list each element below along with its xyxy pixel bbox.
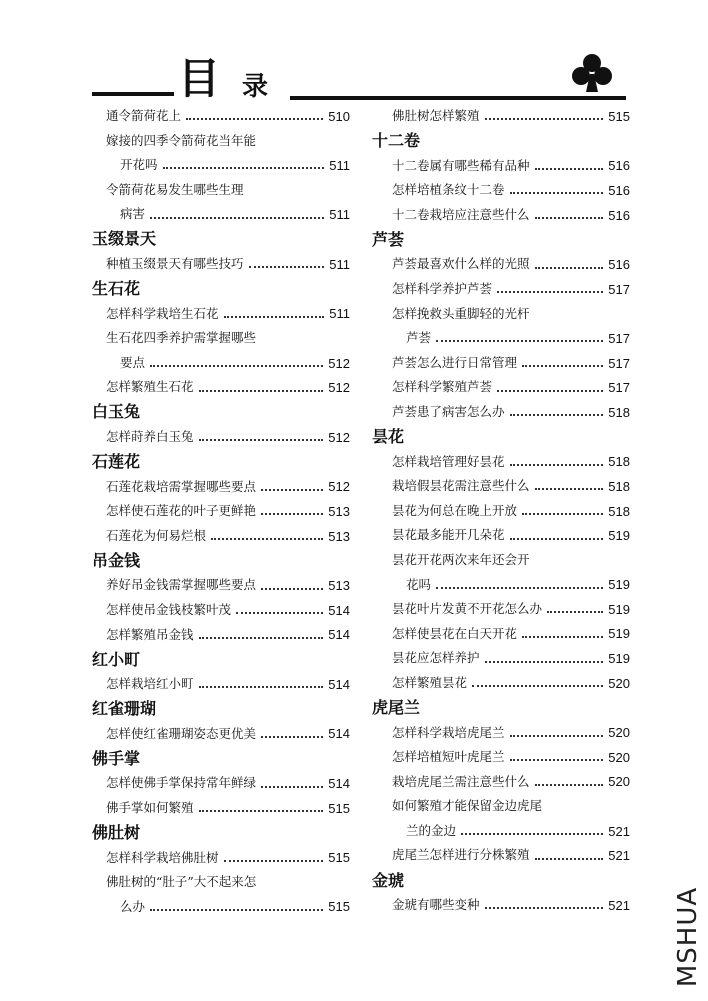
dot-leader	[436, 340, 603, 342]
toc-category-heading	[372, 425, 630, 450]
dot-leader	[522, 365, 603, 367]
page-number: 520	[608, 749, 630, 765]
dot-leader	[199, 439, 324, 441]
entry-title: 怎样繁殖生石花	[106, 379, 194, 395]
toc-entry	[372, 326, 630, 351]
page-number: 518	[608, 454, 630, 470]
page-number: 513	[328, 503, 350, 519]
entry-title: 怎样培植短叶虎尾兰	[392, 749, 505, 765]
page-number: 517	[608, 281, 630, 297]
toc-category-heading	[92, 450, 350, 475]
page-number: 519	[608, 577, 630, 593]
dot-leader	[163, 167, 325, 169]
page-number: 516	[608, 257, 630, 273]
page-number: 519	[608, 651, 630, 667]
dot-leader	[522, 513, 603, 515]
toc-entry	[92, 672, 350, 697]
page-number: 511	[329, 207, 350, 223]
entry-title: 芦荟最喜欢什么样的光照	[392, 256, 530, 272]
page-number: 515	[328, 899, 350, 915]
page-number: 519	[608, 601, 630, 617]
header-rule-left	[92, 92, 174, 96]
toc-entry	[372, 893, 630, 918]
entry-title: 金琥有哪些变种	[392, 897, 480, 913]
dot-leader	[497, 390, 603, 392]
entry-title: 怎样莳养白玉兔	[106, 428, 194, 444]
page-number: 521	[608, 897, 630, 913]
toc-category-heading	[92, 697, 350, 722]
toc-entry	[92, 104, 350, 129]
page-number: 514	[328, 602, 350, 618]
dot-leader	[261, 786, 323, 788]
page-number: 520	[608, 774, 630, 790]
category-title: 生石花	[92, 279, 141, 299]
entry-title: 怎样使红雀珊瑚姿态更优美	[106, 725, 257, 741]
toc-category-heading	[92, 746, 350, 771]
entry-title: 怎样繁殖昙花	[392, 674, 468, 690]
page-number: 518	[608, 478, 630, 494]
dot-leader	[261, 588, 323, 590]
toc-entry	[372, 450, 630, 475]
page-number: 517	[608, 330, 630, 346]
page-number: 517	[608, 355, 630, 371]
toc-entry	[372, 252, 630, 277]
toc-entry-continued	[92, 178, 350, 203]
toc-category-heading	[92, 277, 350, 302]
page-number: 521	[608, 823, 630, 839]
toc-entry	[92, 252, 350, 277]
category-title: 佛肚树	[92, 822, 141, 842]
entry-title: 芦荟	[406, 330, 432, 346]
page-number: 512	[328, 479, 350, 495]
entry-title: 兰的金边	[406, 822, 457, 838]
page-number: 518	[608, 404, 630, 420]
category-title: 玉缀景天	[92, 229, 157, 249]
page-number: 515	[328, 800, 350, 816]
category-title: 昙花	[372, 427, 405, 447]
category-title: 红雀珊瑚	[92, 699, 157, 719]
toc-entry	[92, 351, 350, 376]
toc-entry	[372, 843, 630, 868]
page-number: 510	[328, 108, 350, 124]
toc-entry	[92, 302, 350, 327]
page-number: 513	[328, 578, 350, 594]
dot-leader	[510, 759, 604, 761]
page-number: 515	[608, 108, 630, 124]
category-title: 吊金钱	[92, 550, 141, 570]
entry-title: 芦荟怎么进行日常管理	[392, 354, 518, 370]
entry-title: 石莲花栽培需掌握哪些要点	[106, 478, 257, 494]
entry-title: 病害	[120, 206, 146, 222]
toc-entry	[92, 425, 350, 450]
page-number: 512	[328, 355, 350, 371]
dot-leader	[199, 686, 324, 688]
page-number: 511	[329, 157, 350, 173]
toc-entry-continued	[92, 326, 350, 351]
page-number: 512	[328, 429, 350, 445]
entry-title: 通令箭荷花上	[106, 108, 182, 124]
page-number: 517	[608, 380, 630, 396]
entry-title: 怎样使吊金钱枝繁叶茂	[106, 601, 232, 617]
category-title: 红小町	[92, 649, 141, 669]
page-number: 520	[608, 675, 630, 691]
entry-title: 花吗	[406, 576, 432, 592]
page-number: 516	[608, 158, 630, 174]
toc-entry	[372, 597, 630, 622]
category-title: 佛手掌	[92, 748, 141, 768]
dot-leader	[150, 909, 323, 911]
page-number: 516	[608, 182, 630, 198]
club-ornament-icon	[572, 52, 612, 96]
dot-leader	[261, 736, 323, 738]
toc-entry	[372, 154, 630, 179]
category-title: 芦荟	[372, 229, 405, 249]
entry-title: 怎样栽培红小町	[106, 676, 194, 692]
dot-leader	[199, 390, 324, 392]
toc-entry-continued	[372, 302, 630, 327]
entry-title: 昙花开花两次来年还会开	[392, 551, 530, 567]
toc-entry	[92, 153, 350, 178]
toc-entry	[92, 475, 350, 500]
entry-title: 虎尾兰怎样进行分株繁殖	[392, 847, 530, 863]
page-number: 514	[328, 627, 350, 643]
entry-title: 佛肚树怎样繁殖	[392, 108, 480, 124]
toc-category-heading	[92, 820, 350, 845]
watermark	[670, 882, 706, 992]
toc-entry	[92, 375, 350, 400]
dot-leader	[150, 217, 324, 219]
category-title: 石莲花	[92, 452, 141, 472]
dot-leader	[535, 168, 604, 170]
dot-leader	[510, 538, 604, 540]
toc-category-heading	[92, 227, 350, 252]
dot-leader	[497, 291, 603, 293]
page-number: 511	[329, 306, 350, 322]
toc-column-left	[92, 104, 350, 919]
dot-leader	[510, 464, 604, 466]
toc-entry	[372, 474, 630, 499]
entry-title: 怎样科学栽培佛肚树	[106, 849, 219, 865]
dot-leader	[436, 587, 603, 589]
dot-leader	[224, 860, 324, 862]
toc-entry	[92, 895, 350, 920]
toc-entry	[372, 573, 630, 598]
dot-leader	[535, 267, 604, 269]
dot-leader	[199, 637, 324, 639]
page-number: 518	[608, 503, 630, 519]
toc-entry	[372, 104, 630, 129]
toc-category-heading	[372, 129, 630, 154]
toc-entry	[92, 845, 350, 870]
dot-leader	[510, 192, 604, 194]
watermark-text: MSHUA	[673, 886, 703, 988]
toc-entry	[372, 523, 630, 548]
toc-entry	[372, 375, 630, 400]
toc-entry	[372, 770, 630, 795]
entry-title: 栽培虎尾兰需注意些什么	[392, 773, 530, 789]
dot-leader	[535, 784, 604, 786]
entry-title: 栽培假昙花需注意些什么	[392, 478, 530, 494]
toc-entry-continued	[92, 870, 350, 895]
toc-entry	[372, 499, 630, 524]
entry-title: 怎样栽培管理好昙花	[392, 453, 505, 469]
toc-entry	[372, 351, 630, 376]
entry-title: 嫁接的四季令箭荷花当年能	[106, 132, 257, 148]
dot-leader	[199, 810, 324, 812]
toc-entry	[92, 573, 350, 598]
toc-entry	[92, 499, 350, 524]
entry-title: 十二卷属有哪些稀有品种	[392, 157, 530, 173]
entry-title: 石莲花为何易烂根	[106, 527, 207, 543]
dot-leader	[535, 217, 604, 219]
entry-title: 怎样科学栽培生石花	[106, 305, 219, 321]
dot-leader	[150, 365, 323, 367]
toc-entry-continued	[372, 794, 630, 819]
entry-title: 生石花四季养护需掌握哪些	[106, 330, 257, 346]
entry-title: 昙花叶片发黄不开花怎么办	[392, 601, 543, 617]
dot-leader	[485, 907, 604, 909]
toc-entry	[372, 178, 630, 203]
toc-entry-continued	[372, 548, 630, 573]
toc-entry	[92, 771, 350, 796]
toc-title-char-1: 目	[178, 54, 221, 103]
dot-leader	[535, 488, 604, 490]
page-number: 519	[608, 626, 630, 642]
header-rule-right	[290, 96, 626, 100]
toc-entry	[372, 203, 630, 228]
dot-leader	[211, 538, 323, 540]
dot-leader	[485, 661, 604, 663]
toc-entry	[92, 598, 350, 623]
toc-column-right	[372, 104, 630, 918]
category-title: 虎尾兰	[372, 697, 421, 717]
entry-title: 怎样培植条纹十二卷	[392, 182, 505, 198]
toc-entry	[372, 720, 630, 745]
entry-title: 开花吗	[120, 157, 158, 173]
dot-leader	[510, 414, 604, 416]
page-number: 512	[328, 380, 350, 396]
toc-entry	[372, 622, 630, 647]
dot-leader	[522, 636, 603, 638]
page-number: 514	[328, 726, 350, 742]
toc-entry	[92, 796, 350, 821]
dot-leader	[249, 266, 325, 268]
dot-leader	[535, 858, 604, 860]
dot-leader	[236, 612, 323, 614]
entry-title: 佛肚树的“肚子”大不起来怎	[106, 874, 257, 890]
toc-category-heading	[92, 400, 350, 425]
toc-entry	[372, 646, 630, 671]
entry-title: 怎样科学繁殖芦荟	[392, 379, 493, 395]
entry-title: 如何繁殖才能保留金边虎尾	[392, 798, 543, 814]
category-title: 十二卷	[372, 131, 421, 151]
entry-title: 养好吊金钱需掌握哪些要点	[106, 577, 257, 593]
page-number: 514	[328, 676, 350, 692]
toc-entry-continued	[92, 129, 350, 154]
toc-entry	[372, 400, 630, 425]
dot-leader	[224, 316, 325, 318]
entry-title: 芦荟患了病害怎么办	[392, 403, 505, 419]
entry-title: 昙花应怎样养护	[392, 650, 480, 666]
category-title: 白玉兔	[92, 402, 141, 422]
toc-category-heading	[372, 227, 630, 252]
entry-title: 怎样科学栽培虎尾兰	[392, 724, 505, 740]
toc-entry	[92, 722, 350, 747]
entry-title: 十二卷栽培应注意些什么	[392, 206, 530, 222]
toc-entry	[92, 202, 350, 227]
page-number: 516	[608, 207, 630, 223]
toc-entry	[92, 524, 350, 549]
page-number: 519	[608, 528, 630, 544]
entry-title: 么办	[120, 898, 146, 914]
entry-title: 昙花为何总在晚上开放	[392, 502, 518, 518]
toc-title-char-2: 录	[242, 72, 269, 102]
entry-title: 佛手掌如何繁殖	[106, 799, 194, 815]
toc-entry	[372, 277, 630, 302]
entry-title: 怎样使佛手掌保持常年鲜绿	[106, 775, 257, 791]
entry-title: 怎样挽救头重脚轻的光杆	[392, 305, 530, 321]
toc-entry	[372, 819, 630, 844]
dot-leader	[485, 118, 604, 120]
page-number: 520	[608, 725, 630, 741]
dot-leader	[510, 735, 604, 737]
toc-entry	[372, 671, 630, 696]
entry-title: 令箭荷花易发生哪些生理	[106, 181, 244, 197]
page-number: 521	[608, 848, 630, 864]
entry-title: 怎样使石莲花的叶子更鲜艳	[106, 503, 257, 519]
toc-category-heading	[372, 695, 630, 720]
entry-title: 种植玉缀景天有哪些技巧	[106, 256, 244, 272]
entry-title: 昙花最多能开几朵花	[392, 527, 505, 543]
page-number: 513	[328, 528, 350, 544]
toc-entry	[372, 745, 630, 770]
page-number: 515	[328, 850, 350, 866]
dot-leader	[547, 611, 603, 613]
dot-leader	[261, 513, 323, 515]
page-number: 514	[328, 776, 350, 792]
toc-category-heading	[92, 647, 350, 672]
toc-category-heading	[92, 548, 350, 573]
category-title: 金琥	[372, 870, 405, 890]
entry-title: 要点	[120, 354, 146, 370]
toc-category-heading	[372, 868, 630, 893]
dot-leader	[472, 685, 603, 687]
dot-leader	[261, 489, 323, 491]
dot-leader	[186, 118, 323, 120]
page-number: 511	[329, 256, 350, 272]
toc-entry	[92, 623, 350, 648]
dot-leader	[461, 833, 603, 835]
entry-title: 怎样科学养护芦荟	[392, 281, 493, 297]
entry-title: 怎样繁殖吊金钱	[106, 626, 194, 642]
entry-title: 怎样使昙花在白天开花	[392, 625, 518, 641]
